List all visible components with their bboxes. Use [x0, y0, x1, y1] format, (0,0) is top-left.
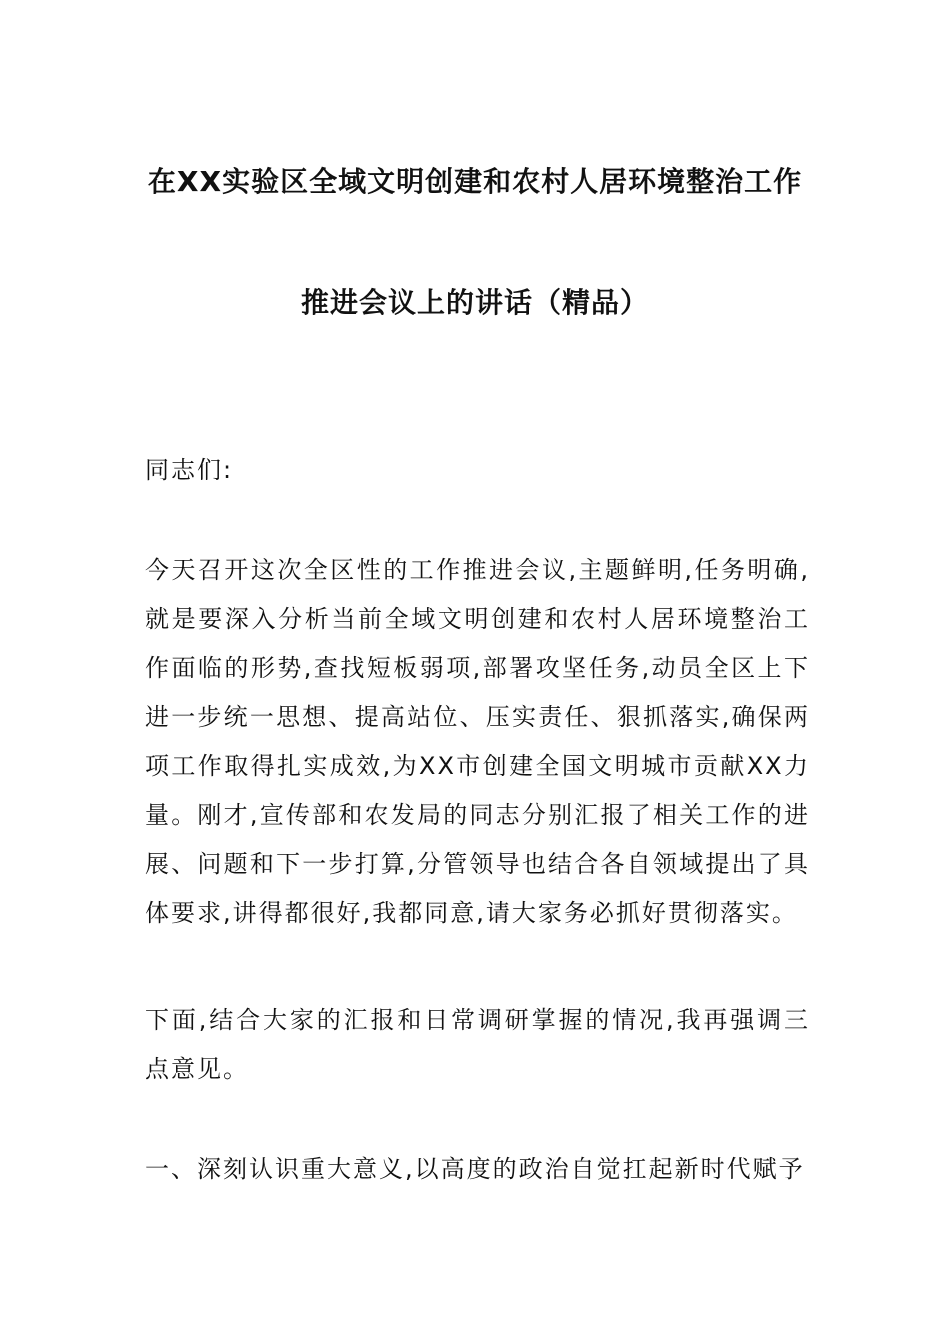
paragraph-transition: 下面,结合大家的汇报和日常调研掌握的情况,我再强调三点意见。 [145, 1006, 810, 1083]
document-title-line-2: 推进会议上的讲话（精品） [300, 286, 649, 319]
section-heading-1: 一、深刻认识重大意义,以高度的政治自觉扛起新时代赋予 [145, 1155, 805, 1183]
paragraph-opening: 今天召开这次全区性的工作推进会议,主题鲜明,任务明确,就是要深入分析当前全域文明创建和农村人居环境整治工作面临的形势,查找短板弱项,部署攻坚任务,动员全区上下进一步统一思想、提高站位、压实责任、狠抓落实,确保两项工作取得扎实成效,为XX市创建全国文明城市贡献XX力量。刚才,宣传部和农发局的同志分别汇报了相关工作的进展、问题和下一步打算,分管领导也结合各自领域提出了具体要求,讲得都很好,我都同意,请大家务必抓好贯彻落实。 [145, 556, 810, 927]
salutation: 同志们: [145, 456, 234, 484]
document-title-line-1: 在XX实验区全域文明创建和农村人居环境整治工作 [147, 165, 803, 198]
